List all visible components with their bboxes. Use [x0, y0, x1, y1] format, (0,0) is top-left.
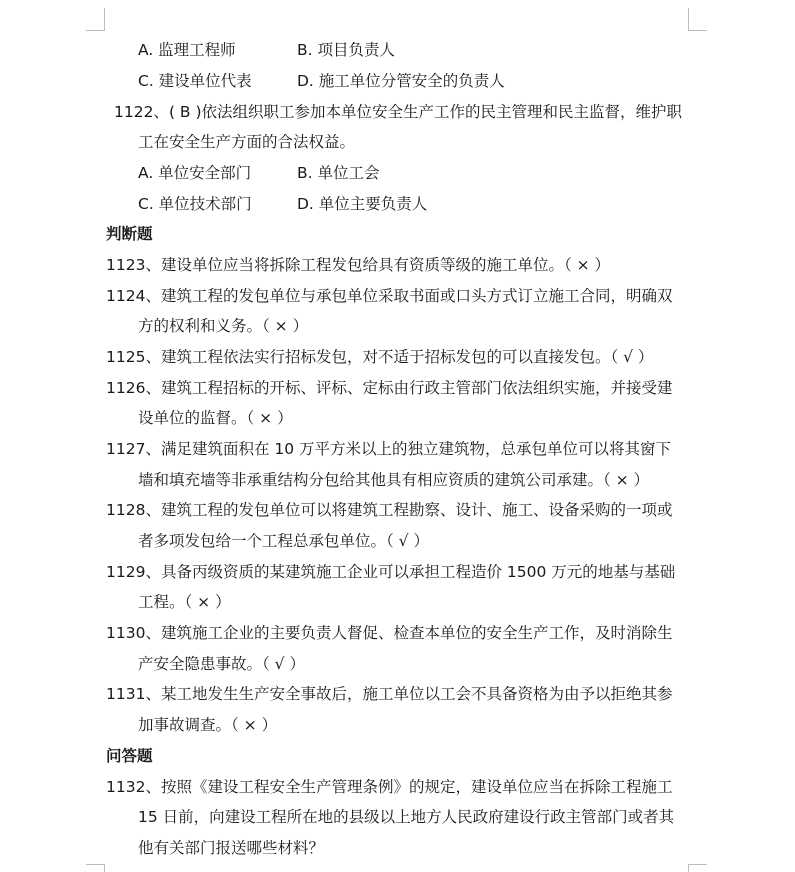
q1121-option-b: B. 项目负责人	[297, 41, 395, 59]
q1122-option-c: C. 单位技术部门	[138, 195, 252, 213]
q1130-line-1: 1130、建筑施工企业的主要负责人督促、检查本单位的安全生产工作，及时消除生	[106, 624, 673, 642]
section-heading-judge: 判断题	[106, 225, 153, 243]
q1126-line-2: 设单位的监督。（ × ）	[138, 409, 293, 427]
q1121-option-d: D. 施工单位分管安全的负责人	[297, 72, 505, 90]
q1122-line-1: 1122、( B )依法组织职工参加本单位安全生产工作的民主管理和民主监督，维护职	[114, 103, 683, 121]
q1125: 1125、建筑工程依法实行招标发包，对不适于招标发包的可以直接发包。（ √ ）	[106, 348, 654, 366]
q1132-line-3: 他有关部门报送哪些材料？	[138, 839, 325, 857]
q1132-line-1: 1132、按照《建设工程安全生产管理条例》的规定，建设单位应当在拆除工程施工	[106, 778, 673, 796]
q1126-line-1: 1126、建筑工程招标的开标、评标、定标由行政主管部门依法组织实施，并接受建	[106, 379, 673, 397]
q1129-line-2: 工程。（ × ）	[138, 593, 231, 611]
q1127-line-2: 墙和填充墙等非承重结构分包给其他具有相应资质的建筑公司承建。（ × ）	[138, 471, 650, 489]
section-heading-qa: 问答题	[106, 747, 153, 765]
q1131-line-2: 加事故调查。（ × ）	[138, 716, 278, 734]
q1129-line-1: 1129、具备丙级资质的某建筑施工企业可以承担工程造价 1500 万元的地基与基础	[106, 563, 676, 581]
crop-mark-top-right	[688, 8, 707, 31]
q1131-line-1: 1131、某工地发生生产安全事故后，施工单位以工会不具备资格为由予以拒绝其参	[106, 685, 673, 703]
q1122-line-2: 工在安全生产方面的合法权益。	[138, 133, 356, 151]
q1128-line-2: 者多项发包给一个工程总承包单位。（ √ ）	[138, 532, 429, 550]
q1124-line-1: 1124、建筑工程的发包单位与承包单位采取书面或口头方式订立施工合同，明确双	[106, 287, 673, 305]
q1122-option-b: B. 单位工会	[297, 164, 380, 182]
q1121-option-c: C. 建设单位代表	[138, 72, 252, 90]
q1132-line-2: 15 日前，向建设工程所在地的县级以上地方人民政府建设行政主管部门或者其	[138, 808, 675, 826]
crop-mark-top-left	[86, 8, 105, 31]
q1122-option-a: A. 单位安全部门	[138, 164, 252, 182]
q1121-option-a: A. 监理工程师	[138, 41, 236, 59]
q1128-line-1: 1128、建筑工程的发包单位可以将建筑工程勘察、设计、施工、设备采购的一项或	[106, 501, 673, 519]
q1127-line-1: 1127、满足建筑面积在 10 万平方米以上的独立建筑物，总承包单位可以将其窗下	[106, 440, 672, 458]
q1130-line-2: 产安全隐患事故。（ √ ）	[138, 655, 305, 673]
q1123: 1123、建设单位应当将拆除工程发包给具有资质等级的施工单位。（ × ）	[106, 256, 611, 274]
q1122-option-d: D. 单位主要负责人	[297, 195, 428, 213]
q1124-line-2: 方的权利和义务。（ × ）	[138, 317, 309, 335]
